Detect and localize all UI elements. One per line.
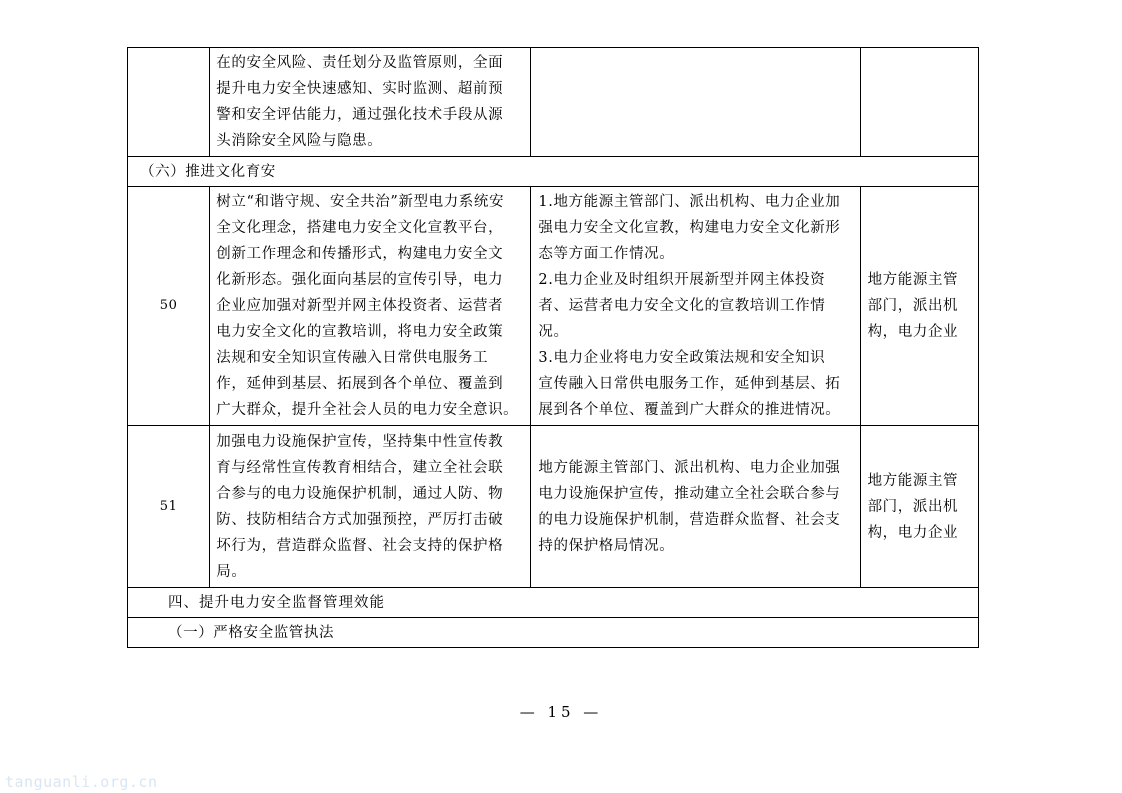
responsible-line: 构，电力企业 [867, 524, 959, 541]
section-row [128, 157, 979, 187]
page-number: — 15 — [519, 703, 603, 721]
task-line: 企业应加强对新型并网主体投资者、运营者 [216, 298, 504, 314]
check-line: 者、运营者电力安全文化的宣教培训工作情 [538, 298, 826, 314]
task-line: 合参与的电力设施保护机制，通过人防、物 [216, 485, 504, 502]
check-line: 况。 [538, 324, 569, 340]
row-number-cell: 50 [128, 187, 210, 426]
section-row [128, 588, 979, 618]
responsible-line: 构，电力企业 [867, 324, 959, 340]
task-line: 创新工作理念和传播形式，构建电力安全文 [216, 246, 504, 262]
task-line: 坏行为，营造群众监督、社会支持的保护格 [216, 537, 504, 554]
task-line: 树立“和谐守规、安全共治”新型电力系统安 [216, 194, 505, 210]
task-line: 加强电力设施保护宣传，坚持集中性宣传教 [216, 433, 504, 450]
check-line: 态等方面工作情况。 [538, 246, 675, 262]
check-content-cell [531, 426, 860, 588]
check-line: 宣传融入日常供电服务工作，延伸到基层、拓 [538, 376, 841, 392]
task-line: 法规和安全知识宣传融入日常供电服务工 [216, 350, 489, 366]
check-line: 电力设施保护宣传，推动建立全社会联合参与 [538, 485, 841, 502]
check-line: 1.地方能源主管部门、派出机构、电力企业加 [538, 194, 841, 210]
responsible-line: 地方能源主管 [867, 272, 959, 288]
task-line: 电力安全文化的宣教培训，将电力安全政策 [216, 324, 504, 340]
check-line: 2.电力企业及时组织开展新型并网主体投资 [538, 272, 826, 288]
task-line: 作，延伸到基层、拓展到各个单位、覆盖到 [216, 376, 504, 392]
task-line: 局。 [216, 563, 247, 580]
section-heading-enforcement: （一）严格安全监管执法 [128, 618, 979, 648]
check-line: 的电力设施保护机制，营造群众监督、社会支 [538, 511, 841, 528]
task-line: 提升电力安全快速感知、实时监测、超前预 [216, 81, 504, 97]
responsible-line: 地方能源主管 [867, 472, 959, 489]
task-line: 警和安全评估能力，通过强化技术手段从源 [216, 107, 504, 123]
check-line: 地方能源主管部门、派出机构、电力企业加强 [538, 459, 841, 476]
check-line: 持的保护格局情况。 [538, 537, 675, 554]
section-heading-supervision: 四、提升电力安全监督管理效能 [128, 588, 979, 618]
task-line: 头消除安全风险与隐患。 [216, 133, 383, 149]
row-number-cell: 51 [128, 426, 210, 588]
task-line: 化新形态。强化面向基层的宣传引导，电力 [216, 272, 504, 288]
section-row [128, 618, 979, 648]
table-row-50 [128, 187, 979, 426]
task-line: 育与经常性宣传教育相结合，建立全社会联 [216, 459, 504, 476]
task-line: 在的安全风险、责任划分及监管原则，全面 [216, 55, 504, 71]
supervision-task-table [127, 47, 979, 648]
check-content-cell [531, 48, 860, 157]
check-line: 展到各个单位、覆盖到广大群众的推进情况。 [538, 402, 841, 418]
responsible-line: 部门，派出机 [867, 498, 959, 515]
table-row-51 [128, 426, 979, 588]
responsible-cell [860, 187, 978, 426]
responsible-cell [860, 48, 978, 157]
site-watermark: tanguanli.org.cn [5, 773, 158, 791]
task-content-cell [210, 426, 531, 588]
responsible-line: 部门，派出机 [867, 298, 959, 314]
task-content-cell [210, 187, 531, 426]
row-number-cell [128, 48, 210, 157]
table-row-continued [128, 48, 979, 157]
task-line: 广大群众，提升全社会人员的电力安全意识。 [216, 402, 519, 418]
responsible-cell [860, 426, 978, 588]
task-line: 防、技防相结合方式加强预控，严厉打击破 [216, 511, 504, 528]
check-content-cell [531, 187, 860, 426]
check-line: 3.电力企业将电力安全政策法规和安全知识 [538, 350, 826, 366]
task-content-cell [210, 48, 531, 157]
section-heading-culture: （六）推进文化育安 [128, 157, 979, 187]
task-line: 全文化理念，搭建电力安全文化宣教平台， [216, 220, 504, 236]
check-line: 强电力安全文化宣教，构建电力安全文化新形 [538, 220, 841, 236]
